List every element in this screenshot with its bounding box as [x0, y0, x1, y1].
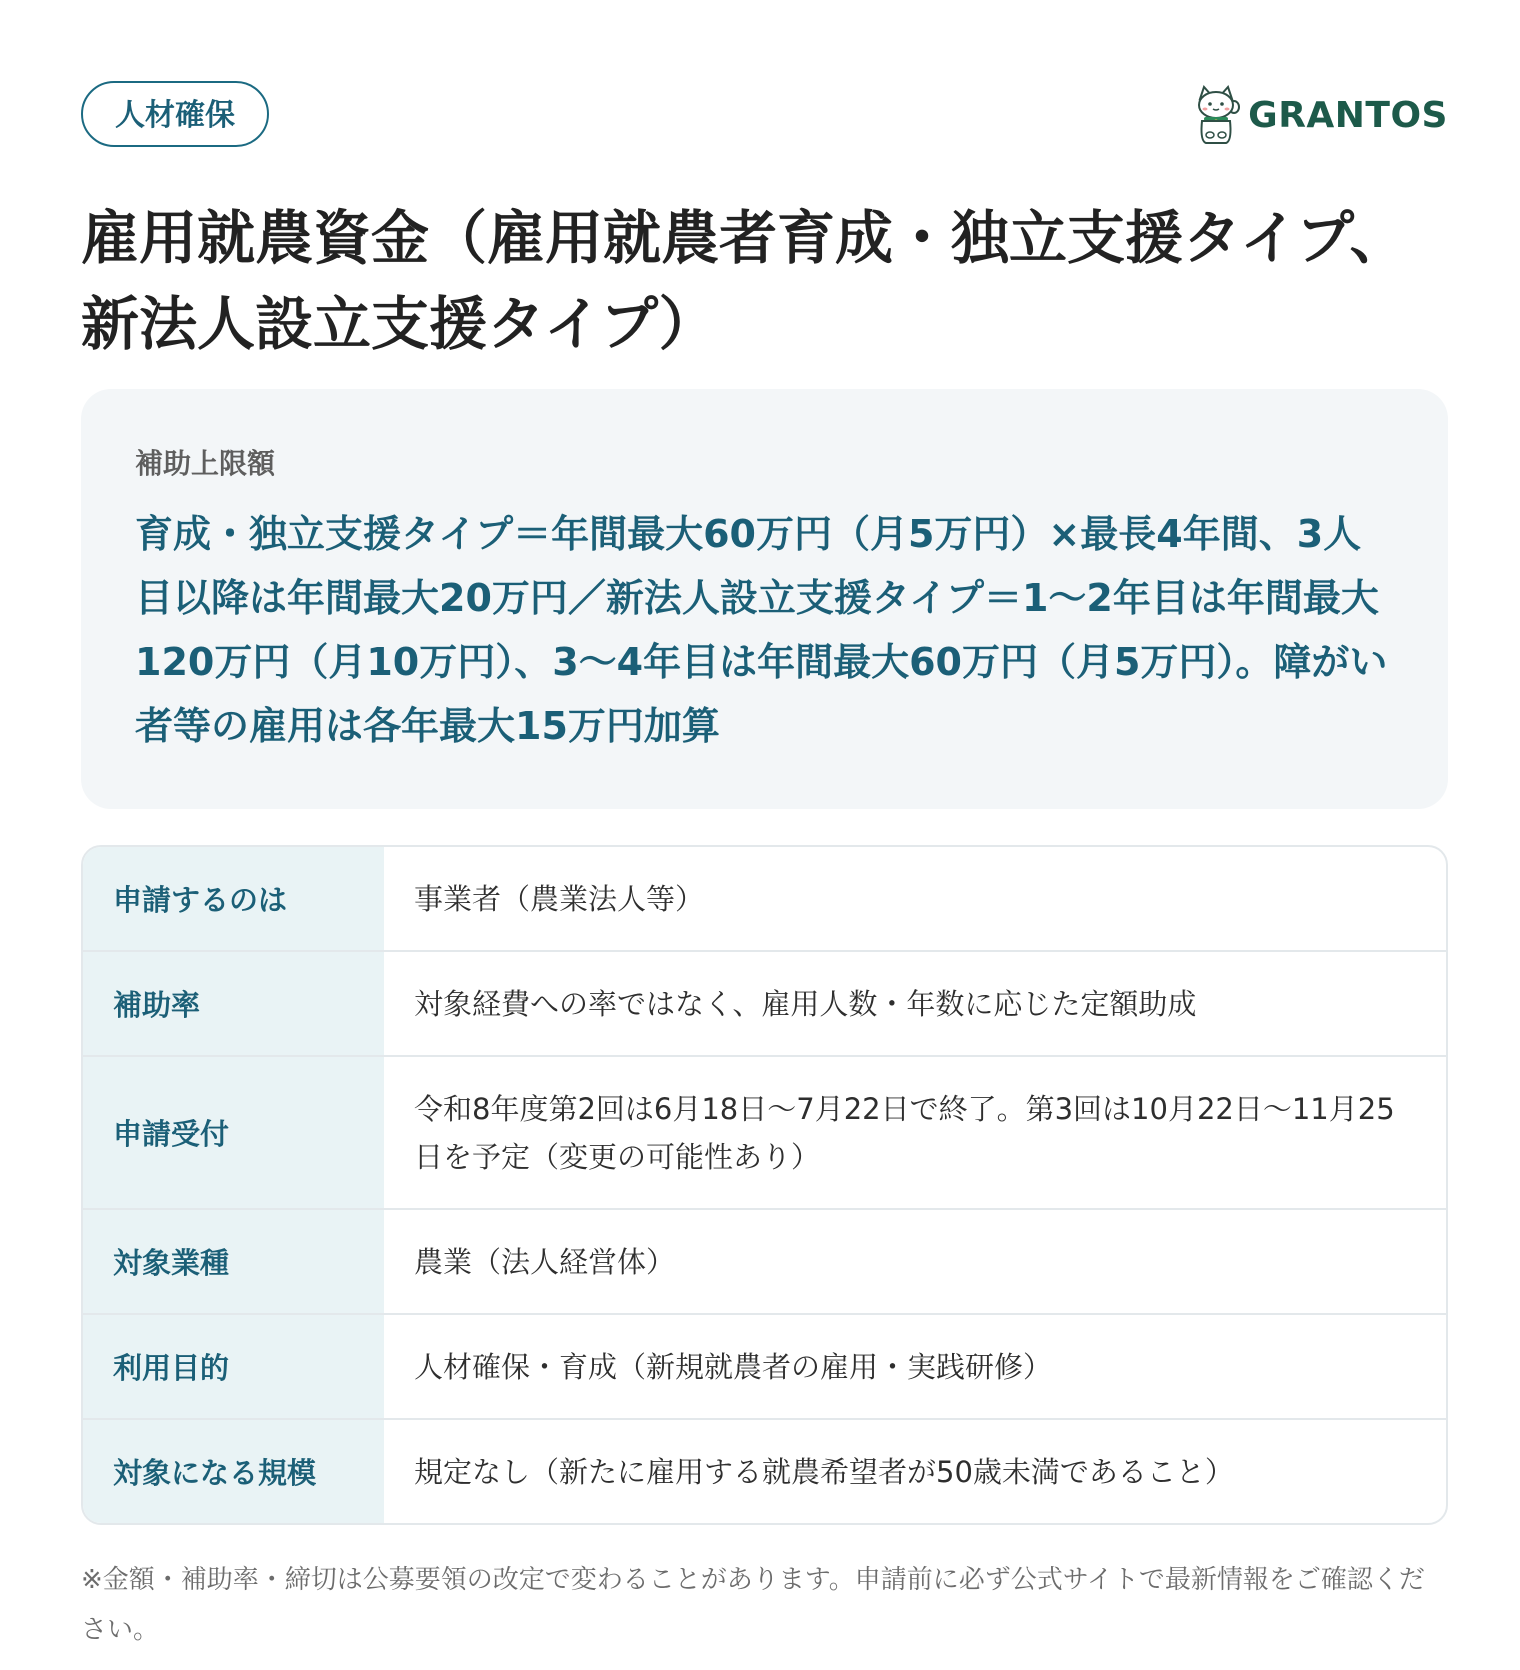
table-row-subsidy-rate [83, 950, 1446, 1055]
subsidy-limit-label: 補助上限額 [135, 447, 276, 480]
row-key: 対象になる規模 [83, 1420, 384, 1523]
category-tag[interactable]: 人材確保 [81, 81, 269, 147]
row-value: 対象経費への率ではなく、雇用人数・年数に応じた定額助成 [414, 986, 1197, 1021]
maneki-neko-cat-icon [1192, 85, 1240, 145]
row-key: 利用目的 [83, 1315, 384, 1418]
info-table [81, 845, 1448, 1525]
subsidy-limit-value: 育成・独立支援タイプ＝年間最大60万円（月5万円）×最長4年間、3人目以降は年間最大20万円／新法人設立支援タイプ＝1〜2年目は年間最大120万円（月10万円）、3〜4年目は年間最大60万円（月5万円）。障がい者等の雇用は各年最大15万円加算 [135, 512, 1388, 748]
table-row-application-period [83, 1055, 1446, 1208]
page-title: 雇用就農資金（雇用就農者育成・独立支援タイプ、新法人設立支援タイプ） [81, 204, 1408, 358]
row-value: 農業（法人経営体） [414, 1244, 676, 1279]
table-row-applicant [83, 847, 1446, 950]
row-key: 申請するのは [83, 847, 384, 950]
table-row-industry [83, 1208, 1446, 1313]
brand-name: GRANTOS [1248, 94, 1448, 136]
subsidy-limit-card [81, 389, 1448, 809]
row-key: 申請受付 [83, 1057, 384, 1208]
row-value: 規定なし（新たに雇用する就農希望者が50歳未満であること） [414, 1454, 1234, 1489]
header [81, 81, 1448, 151]
row-key: 対象業種 [83, 1210, 384, 1313]
row-key: 補助率 [83, 952, 384, 1055]
row-value: 人材確保・育成（新規就農者の雇用・実践研修） [414, 1349, 1053, 1384]
table-row-scale [83, 1418, 1446, 1523]
table-row-purpose [83, 1313, 1446, 1418]
brand[interactable] [1192, 85, 1448, 145]
row-value: 事業者（農業法人等） [414, 881, 705, 916]
row-value: 令和8年度第2回は6月18日〜7月22日で終了。第3回は10月22日〜11月25日を予定（変更の可能性あり） [414, 1091, 1395, 1174]
footnote: ※金額・補助率・締切は公募要領の改定で変わることがあります。申請前に必ず公式サイトで最新情報をご確認ください。 [81, 1565, 1425, 1645]
